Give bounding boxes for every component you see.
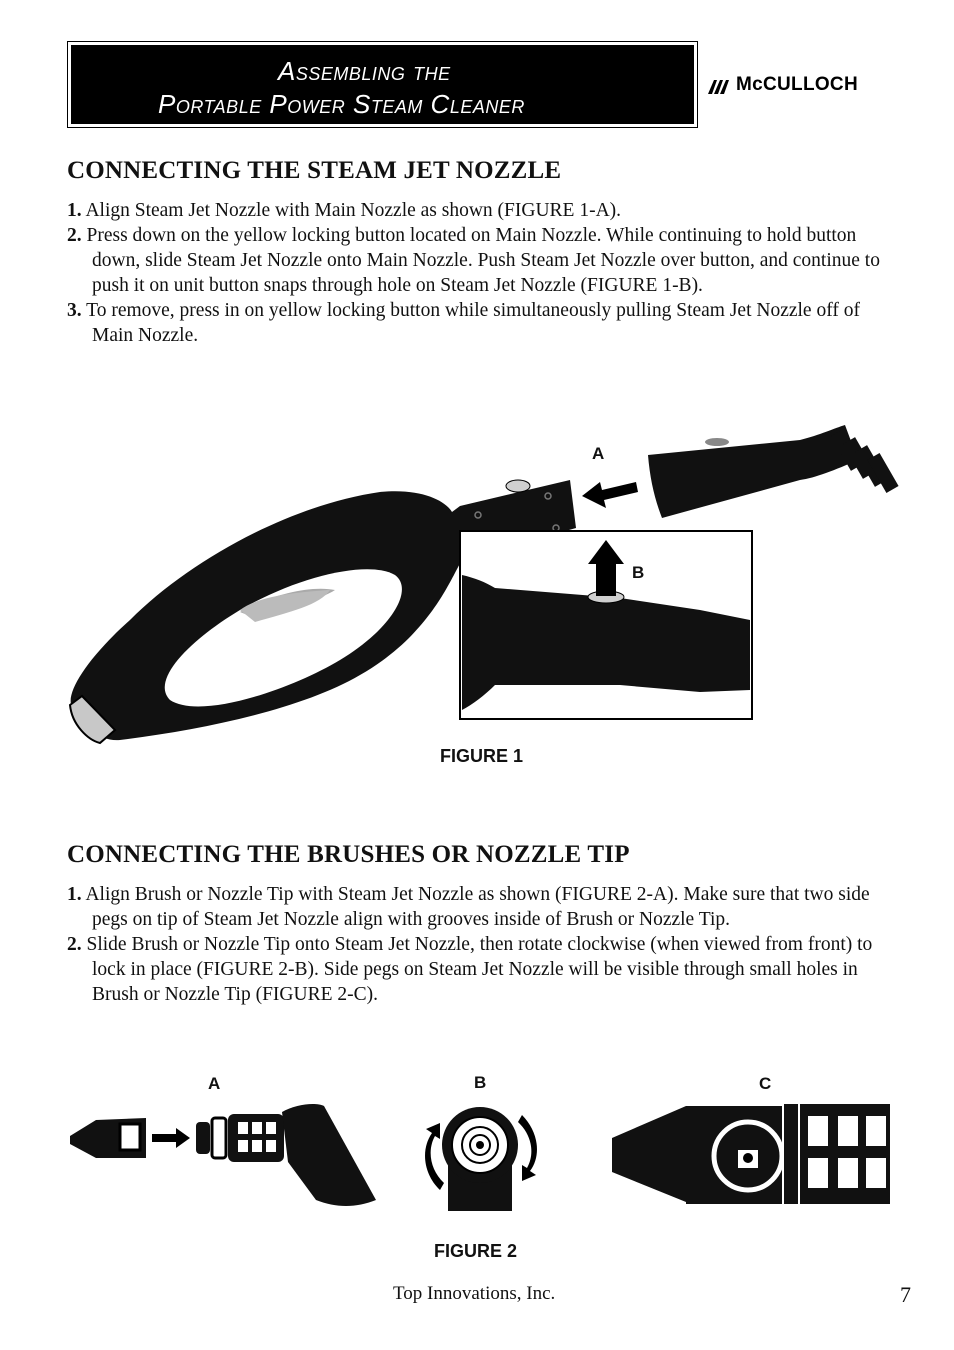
figure2c-illustration: [608, 1100, 898, 1210]
nozzle-tip-side: [612, 1106, 686, 1202]
steam-jet-end: [196, 1104, 376, 1206]
step-number: 3.: [67, 300, 82, 321]
step-text: Press down on the yellow locking button located on Main Nozzle. While continuing to hold button down, slide Steam Jet Nozzle onto Main Nozzle. Push Steam Jet Nozzle over button, and continue to push it on unit button snaps through hole on Steam Jet Nozzle (FIGURE 1-B).: [86, 225, 880, 296]
section1-step-1: [67, 198, 897, 223]
section1-steps: [67, 198, 897, 348]
brand-mark-icon: [708, 76, 734, 98]
title-banner: [71, 45, 694, 124]
step-number: 1.: [67, 200, 82, 221]
figure2a-illustration: [66, 1100, 386, 1220]
step-number: 2.: [67, 934, 82, 955]
figure1-illustration: [0, 400, 954, 800]
section1-heading: CONNECTING THE STEAM JET NOZZLE: [67, 157, 562, 184]
figure2b-illustration: [410, 1095, 550, 1215]
title-line-2: Portable Power Steam Cleaner: [158, 89, 525, 119]
section2-heading: CONNECTING THE BRUSHES OR NOZZLE TIP: [67, 841, 630, 868]
arrow-a-icon: [582, 482, 638, 508]
figure1-label-a: A: [592, 444, 605, 463]
step-number: 2.: [67, 225, 82, 246]
brand-logo: [708, 74, 898, 96]
brand-name: McCULLOCH: [736, 74, 858, 95]
figure2-label-a: A: [208, 1074, 221, 1093]
step-text: To remove, press in on yellow locking button while simultaneously pulling Steam Jet Nozzle off of Main Nozzle.: [86, 300, 860, 346]
section2-step-1: [67, 882, 897, 932]
step-text: Align Brush or Nozzle Tip with Steam Jet Nozzle as shown (FIGURE 2-A). Make sure that two side pegs on tip of Steam Jet Nozzle align with grooves inside of Brush or Nozzle Tip.: [85, 884, 870, 930]
figure2-caption: FIGURE 2: [434, 1241, 518, 1261]
section2-step-2: [67, 932, 897, 1007]
steam-jet-nozzle: [648, 425, 858, 518]
arrow-a2-icon: [152, 1128, 190, 1148]
page-number: 7: [900, 1282, 911, 1307]
rotate-left-arrow-icon: [425, 1123, 444, 1190]
section1-step-3: [67, 298, 897, 348]
title-line-1: Assembling the: [278, 56, 451, 86]
rotate-right-arrow-icon: [518, 1115, 537, 1181]
figure2-label-b: B: [474, 1073, 487, 1092]
footer-company: Top Innovations, Inc.: [393, 1283, 556, 1304]
figure1-caption: FIGURE 1: [440, 746, 524, 766]
figure2-label-c: C: [759, 1074, 772, 1093]
section2-steps: [67, 882, 897, 1007]
section1-step-2: [67, 223, 897, 298]
step-number: 1.: [67, 884, 82, 905]
locking-button: [506, 480, 530, 492]
step-text: Align Steam Jet Nozzle with Main Nozzle as shown (FIGURE 1-A).: [85, 200, 622, 221]
title-box: [67, 41, 698, 128]
figure1-label-b: B: [632, 563, 645, 582]
step-text: Slide Brush or Nozzle Tip onto Steam Jet Nozzle, then rotate clockwise (when viewed from front) to lock in place (FIGURE 2-B). Side pegs on Steam Jet Nozzle will be visible through small holes in Brush or Nozzle Tip (FIGURE 2-C).: [86, 934, 873, 1005]
